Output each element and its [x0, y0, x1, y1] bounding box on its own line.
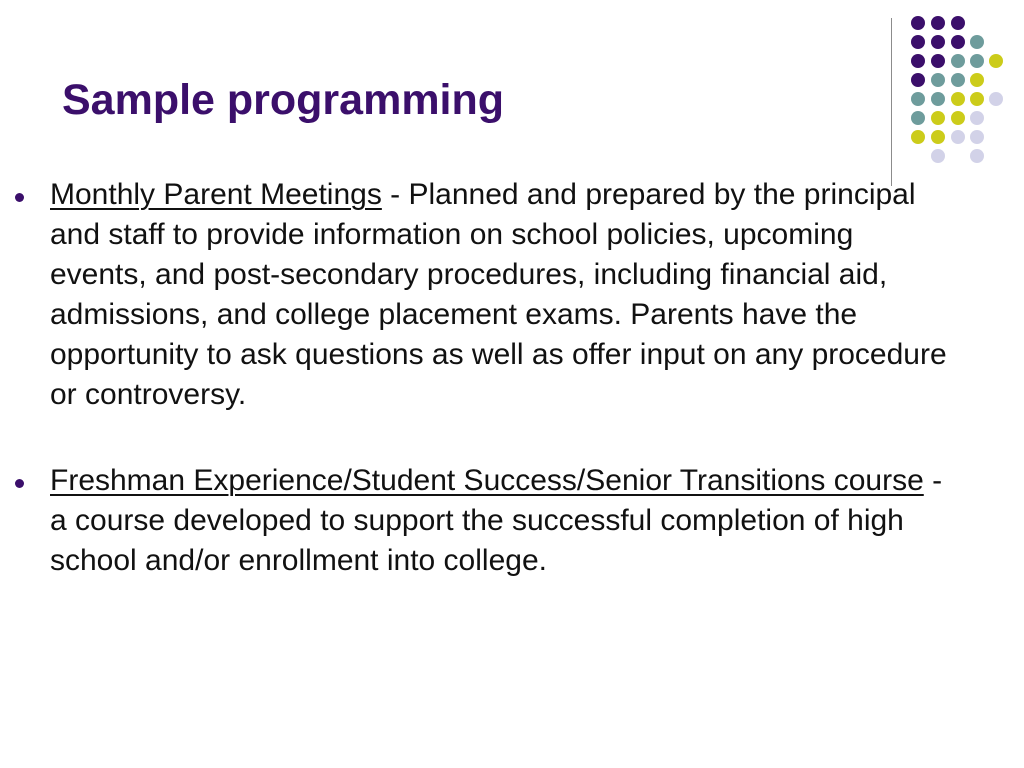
bullet-list: [0, 175, 1024, 627]
decor-dot: [911, 130, 925, 144]
decor-dot: [970, 54, 984, 68]
decor-dot: [931, 92, 945, 106]
bullet-heading: Freshman Experience/Student Success/Senior Transitions course: [50, 464, 924, 497]
decor-dot: [931, 130, 945, 144]
decor-dot: [911, 35, 925, 49]
decor-dot: [911, 111, 925, 125]
bullet-item: [0, 461, 950, 581]
bullet-text: [50, 175, 950, 415]
bullet-item: [0, 175, 950, 415]
decor-dot: [911, 54, 925, 68]
bullet-body: - a course developed to support the successful completion of high school and/or enrollment into college.: [50, 464, 943, 577]
decor-dot: [931, 73, 945, 87]
decor-dot: [970, 130, 984, 144]
decor-dot: [970, 35, 984, 49]
decor-dot: [951, 16, 965, 30]
decor-dot: [911, 92, 925, 106]
bullet-dot-icon: [15, 193, 24, 202]
decor-dot: [951, 54, 965, 68]
divider-line: [891, 18, 892, 186]
decor-dot: [970, 149, 984, 163]
bullet-dot-icon: [15, 479, 24, 488]
decor-dot: [931, 149, 945, 163]
decor-dot: [931, 111, 945, 125]
slide-title: Sample programming: [62, 76, 505, 124]
decor-dot: [951, 130, 965, 144]
decor-dot: [951, 73, 965, 87]
decor-dot: [931, 35, 945, 49]
decor-dot: [931, 16, 945, 30]
decor-dot: [970, 92, 984, 106]
decor-dot: [911, 16, 925, 30]
bullet-body: - Planned and prepared by the principal and staff to provide information on school policies, upcoming events, and post-secondary procedures, including financial aid, admissions, and college placement exams. Parents have the opportunity to ask questions as well as offer input on any procedure or controversy.: [50, 178, 947, 411]
decor-dot: [951, 111, 965, 125]
decor-dot: [911, 73, 925, 87]
decor-dot: [931, 54, 945, 68]
decor-dot: [989, 54, 1003, 68]
decor-dot: [970, 111, 984, 125]
decor-dot: [989, 92, 1003, 106]
decor-dot: [951, 35, 965, 49]
bullet-text: [50, 461, 950, 581]
decor-dot: [970, 73, 984, 87]
decor-dot: [951, 92, 965, 106]
bullet-heading: Monthly Parent Meetings: [50, 178, 382, 211]
